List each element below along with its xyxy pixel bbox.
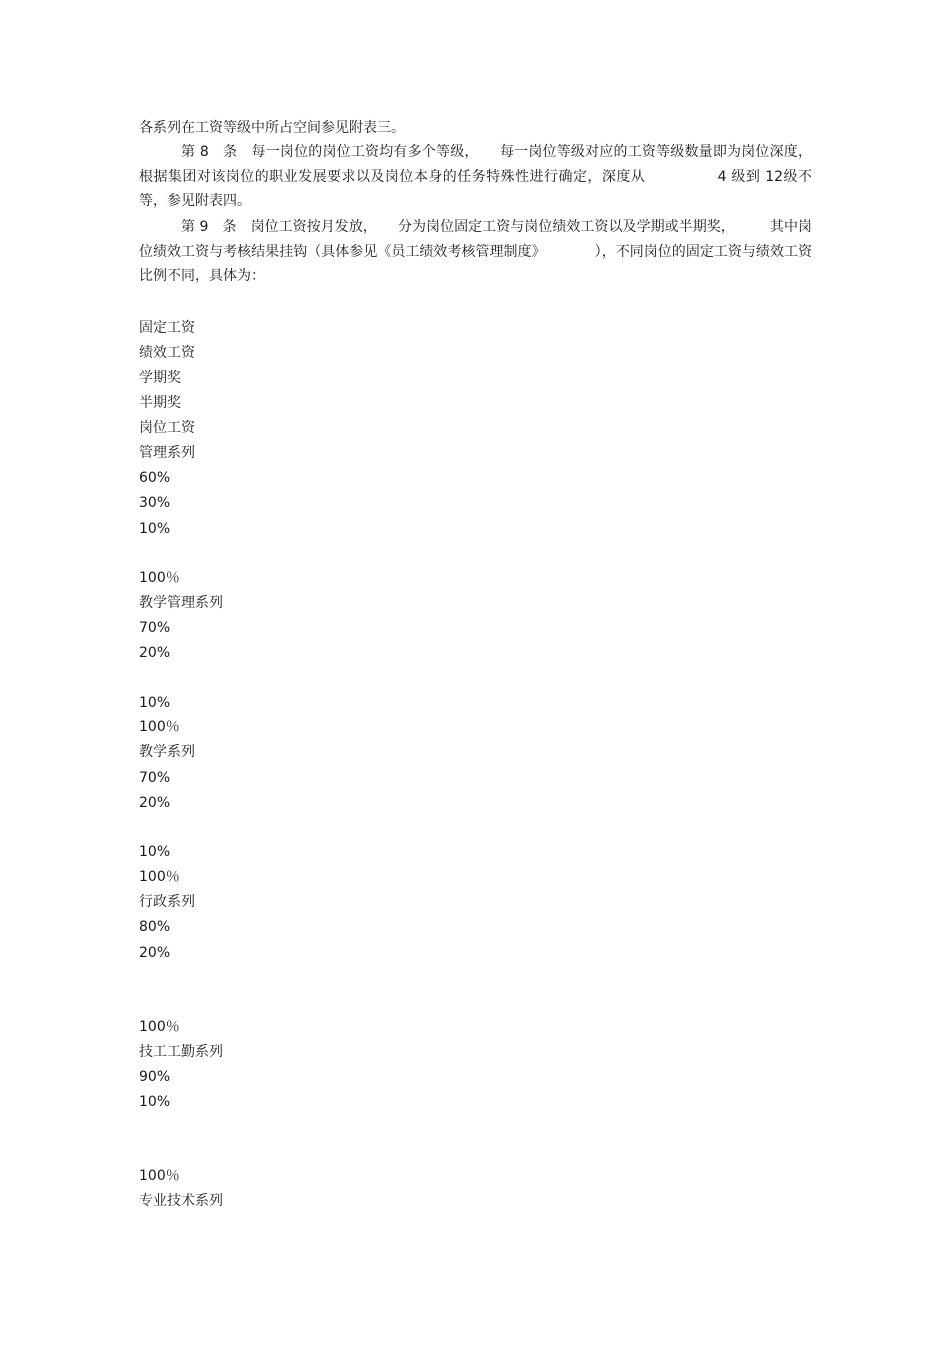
paragraph-article-8 bbox=[139, 140, 812, 214]
series-name-administration: 行政系列 bbox=[139, 894, 195, 910]
series-management-fixed: 60% bbox=[139, 470, 171, 486]
series-name-technical-labor: 技工工勤系列 bbox=[139, 1044, 223, 1060]
series-administration-total: 100％ bbox=[139, 1019, 180, 1035]
series-teaching-management-fixed: 70% bbox=[139, 620, 171, 636]
series-teaching-half-term: 10% bbox=[139, 844, 171, 860]
series-teaching-performance: 20% bbox=[139, 795, 171, 811]
series-name-teaching-management: 教学管理系列 bbox=[139, 595, 223, 611]
series-administration-performance: 20% bbox=[139, 945, 171, 961]
series-teaching-management-half-term: 10% bbox=[139, 695, 171, 711]
header-semester-bonus: 学期奖 bbox=[139, 370, 181, 386]
series-technical-labor-performance: 10% bbox=[139, 1094, 171, 1110]
series-name-teaching: 教学系列 bbox=[139, 744, 195, 760]
header-position-wage: 岗位工资 bbox=[139, 420, 195, 436]
series-technical-labor-total: 100％ bbox=[139, 1168, 180, 1184]
series-technical-labor-fixed: 90% bbox=[139, 1069, 171, 1085]
paragraph-intro bbox=[139, 116, 812, 141]
article-8-text: 第 8 条 每一岗位的岗位工资均有多个等级， 每一岗位等级对应的工资等级数量即为岗位深度，根据集团对该岗位的职业发展要求以及岗位本身的任务特殊性进行确定，深度从 4 级到 12级不等，参见附表四。 bbox=[139, 144, 812, 209]
series-administration-fixed: 80% bbox=[139, 919, 171, 935]
series-teaching-fixed: 70% bbox=[139, 770, 171, 786]
series-name-professional-technical: 专业技术系列 bbox=[139, 1193, 223, 1209]
series-teaching-total: 100％ bbox=[139, 869, 180, 885]
series-name-management: 管理系列 bbox=[139, 445, 195, 461]
series-management-semester: 10% bbox=[139, 521, 171, 537]
header-performance-wage: 绩效工资 bbox=[139, 345, 195, 361]
series-management-total: 100％ bbox=[139, 570, 180, 586]
header-half-term-bonus: 半期奖 bbox=[139, 395, 181, 411]
series-teaching-management-total: 100％ bbox=[139, 719, 180, 735]
series-teaching-management-performance: 20% bbox=[139, 645, 171, 661]
article-9-text: 第 9 条 岗位工资按月发放， 分为岗位固定工资与岗位绩效工资以及学期或半期奖， 其中岗位绩效工资与考核结果挂钩（具体参见《员工绩效考核管理制度》 ），不同岗位的固定工资与绩效工资比例不同，具体为： bbox=[139, 219, 812, 284]
paragraph-intro-text: 各系列在工资等级中所占空间参见附表三。 bbox=[139, 120, 405, 136]
header-fixed-wage: 固定工资 bbox=[139, 320, 195, 336]
paragraph-article-9 bbox=[139, 215, 812, 289]
series-management-performance: 30% bbox=[139, 495, 171, 511]
